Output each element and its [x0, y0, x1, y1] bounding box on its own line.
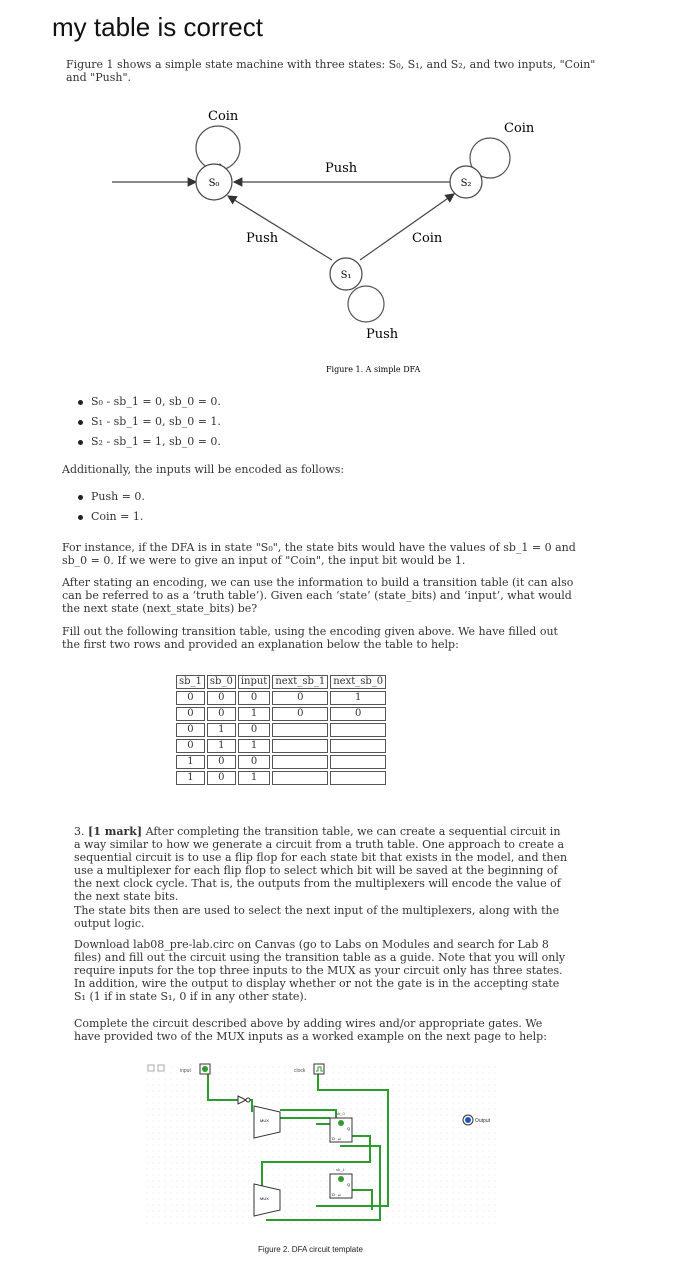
register-sb0[interactable] [330, 1118, 352, 1142]
list-item: S₁ - sb_1 = 0, sb_0 = 1. [78, 412, 221, 432]
list-item: Coin = 1. [78, 507, 145, 527]
svg-text:D: D [332, 1136, 335, 1141]
label-coin-s2: Coin [504, 121, 535, 136]
list-item: Push = 0. [78, 487, 145, 507]
label-coin-s0: Coin [208, 109, 239, 124]
transition-table [174, 673, 388, 787]
state-encoding-list [78, 392, 221, 452]
table-row: 1 0 0 [176, 755, 386, 769]
header-input: input [238, 675, 271, 689]
header-sb0: sb_0 [207, 675, 236, 689]
label-push-s1-s0: Push [246, 231, 279, 246]
additionally-text: Additionally, the inputs will be encoded as follows: [62, 463, 345, 476]
header-sb1: sb_1 [176, 675, 205, 689]
page-title: my table is correct [52, 12, 263, 42]
transition-s1-s0 [228, 196, 332, 260]
sb1-label: sb_1 [336, 1167, 345, 1172]
svg-text:D: D [332, 1192, 335, 1197]
state-s0-label: S₀ [208, 178, 220, 189]
header-next-sb0: next_sb_0 [330, 675, 386, 689]
table-header-row [176, 675, 386, 689]
intro-paragraph: Figure 1 shows a simple state machine with three states: S₀, S₁, and S₂, and two inputs, "Coin" and "Push". [66, 58, 596, 84]
mux-bottom[interactable] [254, 1184, 280, 1216]
instance-paragraph: For instance, if the DFA is in state "S₀", the state bits would have the values of sb_1 = 0 and sb_0 = 0. If we were to give an input of "Coin", the input bit would be 1. [62, 541, 576, 567]
clock-pin[interactable] [314, 1064, 324, 1074]
table-row: 1 0 1 [176, 771, 386, 785]
output-pin[interactable] [463, 1115, 473, 1125]
list-item: S₂ - sb_1 = 1, sb_0 = 0. [78, 432, 221, 452]
fill-paragraph: Fill out the following transition table, using the encoding given above. We have filled out the first two rows and provided an explanation below the table to help: [62, 625, 558, 651]
question-3-paragraph: 3. [1 mark] After completing the transition table, we can create a sequential circuit in a way similar to how we generate a circuit from a truth table. One approach to create a sequential circuit is to use a flip flop for each state bit that exists in the model, and then use a multiplexer for each flip flop to select which bit will be saved at the beginning of the next clock cycle. That is, the outputs from the multiplexers will encode the value of the next state bits. [74, 825, 568, 903]
state-s2-label: S₂ [460, 178, 472, 189]
s1-self-loop [348, 286, 384, 322]
state-s1-label: S₁ [340, 270, 352, 281]
circuit-template [140, 1060, 540, 1260]
transition-s1-s2 [360, 194, 454, 260]
input-pin[interactable] [200, 1064, 210, 1074]
table-row: 0 0 0 0 1 [176, 691, 386, 705]
label-coin-s1-s2: Coin [412, 231, 443, 246]
header-next-sb1: next_sb_1 [272, 675, 328, 689]
figure1-caption: Figure 1. A simple DFA [326, 365, 421, 374]
table-row: 0 1 0 [176, 723, 386, 737]
svg-text:Q: Q [347, 1182, 351, 1187]
svg-text:MUX: MUX [260, 1196, 269, 1201]
label-push-s2-s0: Push [325, 161, 358, 176]
output-label: Output [475, 1118, 491, 1124]
canvas-grid [144, 1062, 500, 1228]
sb0-label: sb_0 [336, 1111, 345, 1116]
label-push-s1: Push [366, 327, 399, 342]
table-row: 0 1 1 [176, 739, 386, 753]
svg-text:Q: Q [347, 1126, 351, 1131]
statebits-paragraph: The state bits then are used to select the next input of the multiplexers, along with the output logic. [74, 904, 560, 930]
register-sb1[interactable] [330, 1174, 352, 1198]
table-row: 0 0 1 0 0 [176, 707, 386, 721]
s0-self-loop [196, 126, 240, 170]
list-item: S₀ - sb_1 = 0, sb_0 = 0. [78, 392, 221, 412]
ground-pin [148, 1065, 154, 1071]
svg-text:MUX: MUX [260, 1118, 269, 1123]
ground-pin [158, 1065, 164, 1071]
input-encoding-list [78, 487, 145, 527]
svg-text:en: en [338, 1193, 342, 1197]
dfa-diagram [100, 98, 560, 398]
complete-paragraph: Complete the circuit described above by adding wires and/or appropriate gates. We have provided two of the MUX inputs as a worked example on the next page to help: [74, 1017, 547, 1043]
clock-label: clock [294, 1068, 306, 1074]
input-label: input [180, 1068, 191, 1074]
after-paragraph: After stating an encoding, we can use the information to build a transition table (it can also can be referred to as a ‘truth table’). Given each ‘state’ (state_bits) and ‘input’, what would the next state (next_state_bits) be? [62, 576, 574, 615]
figure2-caption: Figure 2. DFA circuit template [258, 1245, 363, 1254]
svg-text:en: en [338, 1137, 342, 1141]
mux-top[interactable] [254, 1106, 280, 1138]
download-paragraph: Download lab08_pre-lab.circ on Canvas (go to Labs on Modules and search for Lab 8 files) and fill out the circuit using the transition table as a guide. Note that you will only require inputs for the top three inputs to the MUX as your circuit only has three states. In addition, wire the output to display whether or not the gate is in the accepting state S₁ (1 if in state S₁, 0 if in any other state). [74, 938, 566, 1003]
